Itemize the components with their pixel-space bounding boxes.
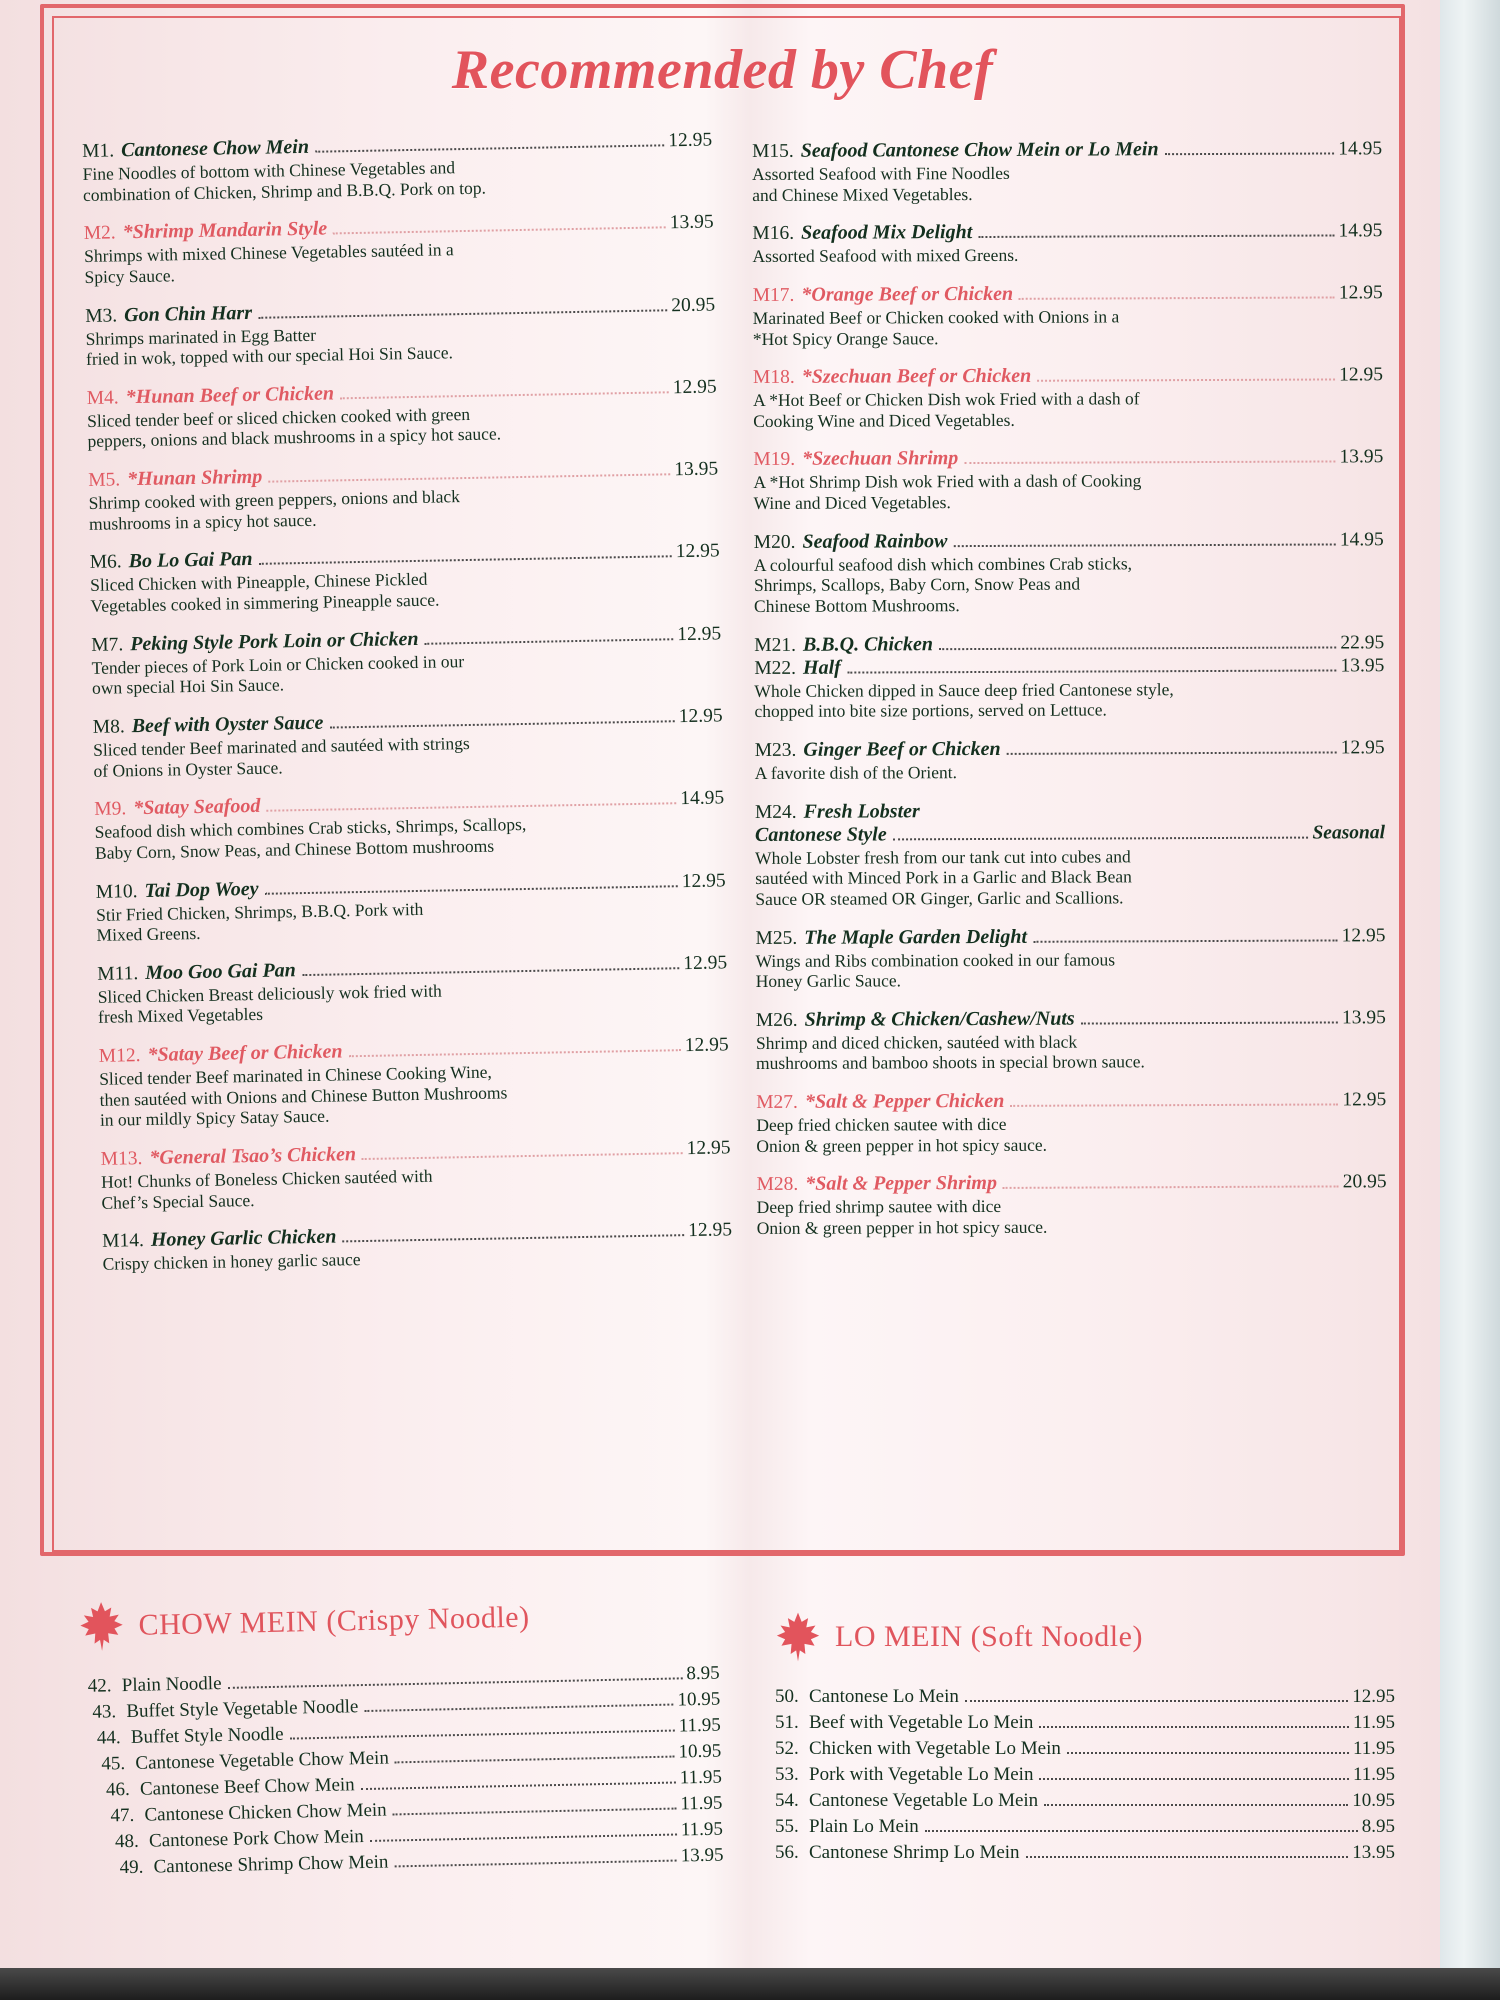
lo-mein-title: LO MEIN (Soft Noodle) bbox=[835, 1620, 1143, 1653]
dot-leader bbox=[370, 1833, 677, 1842]
menu-item-price: 12.95 bbox=[1338, 282, 1383, 304]
list-item-price: 11.95 bbox=[678, 1714, 721, 1737]
dot-leader bbox=[395, 1755, 675, 1764]
menu-item-name: *General Tsao’s Chicken bbox=[149, 1143, 357, 1169]
menu-item bbox=[756, 1006, 1386, 1074]
menu-item-price: 12.95 bbox=[681, 869, 726, 892]
menu-item bbox=[754, 654, 1384, 722]
menu-item-price: 12.95 bbox=[677, 623, 722, 645]
menu-item-name: *Hunan Shrimp bbox=[126, 465, 263, 491]
list-item-price: 8.95 bbox=[686, 1662, 720, 1685]
menu-item-name: Peking Style Pork Loin or Chicken bbox=[130, 627, 419, 655]
menu-item-price: 12.95 bbox=[1339, 364, 1384, 386]
menu-item-price: 12.95 bbox=[668, 129, 713, 152]
list-item-number: 44. bbox=[96, 1727, 121, 1749]
list-item-price: 11.95 bbox=[1352, 1712, 1395, 1733]
menu-item-price: 13.95 bbox=[1340, 654, 1385, 677]
menu-item-name: *Shrimp Mandarin Style bbox=[122, 217, 328, 244]
menu-item-name: Moo Goo Gai Pan bbox=[145, 959, 297, 984]
menu-item bbox=[755, 736, 1385, 783]
menu-item-name: *Satay Seafood bbox=[133, 795, 261, 820]
menu-item bbox=[96, 869, 727, 946]
menu-item-code: M23. bbox=[754, 739, 797, 761]
menu-item-row bbox=[757, 1171, 1387, 1197]
menu-item-code: M6. bbox=[89, 551, 122, 574]
menu-item-name: Beef with Oyster Sauce bbox=[131, 711, 324, 738]
menu-item bbox=[753, 281, 1383, 349]
menu-item-code: M7. bbox=[91, 634, 124, 656]
menu-item bbox=[752, 137, 1382, 205]
menu-item bbox=[91, 622, 722, 699]
list-item-price: 11.95 bbox=[680, 1818, 724, 1841]
list-item bbox=[775, 1842, 1395, 1864]
menu-item-name: Half bbox=[802, 656, 841, 679]
menu-item bbox=[93, 704, 724, 781]
menu-item-name: *Szechuan Beef or Chicken bbox=[801, 364, 1032, 388]
menu-item bbox=[756, 1088, 1386, 1156]
dot-leader bbox=[333, 226, 666, 235]
menu-item bbox=[85, 293, 716, 370]
list-item-name: Cantonese Pork Chow Mein bbox=[148, 1826, 365, 1852]
list-item bbox=[775, 1790, 1395, 1812]
menu-column-right bbox=[752, 137, 1387, 1255]
menu-item-code: M12. bbox=[98, 1045, 141, 1067]
menu-item-description: Crispy chicken in honey garlic sauce bbox=[102, 1249, 361, 1275]
dot-leader bbox=[939, 645, 1336, 650]
page-title: Recommended by Chef bbox=[451, 39, 994, 101]
menu-item-description: Whole Chicken dipped in Sauce deep fried Cantonese style, chopped into bite size portions, served on Lettuce. bbox=[754, 678, 1174, 722]
menu-item-description: A *Hot Shrimp Dish wok Fried with a dash of Cooking Wine and Diced Vegetables. bbox=[753, 470, 1142, 514]
dot-leader bbox=[1019, 295, 1335, 299]
menu-item-code: M8. bbox=[92, 716, 125, 738]
menu-item-name: Gon Chin Harr bbox=[123, 301, 253, 326]
menu-item-code: M10. bbox=[95, 880, 138, 903]
menu-item-price: 12.95 bbox=[688, 1219, 733, 1242]
menu-item-row bbox=[756, 1006, 1386, 1032]
menu-item-description: Shrimps with mixed Chinese Vegetables sautéed in a Spicy Sauce. bbox=[83, 239, 454, 287]
menu-item-name-line2: Cantonese Style bbox=[754, 823, 887, 846]
menu-item-code: M9. bbox=[94, 798, 127, 821]
dot-leader bbox=[290, 1729, 675, 1740]
menu-item bbox=[90, 540, 721, 617]
list-item-price: 10.95 bbox=[1352, 1790, 1395, 1811]
dot-leader bbox=[964, 460, 1335, 465]
list-item-name: Buffet Style Vegetable Noodle bbox=[126, 1696, 359, 1723]
menu-item bbox=[753, 446, 1383, 514]
list-item-number: 52. bbox=[775, 1738, 799, 1759]
dot-leader bbox=[329, 719, 674, 728]
menu-item-row bbox=[756, 1088, 1386, 1114]
dot-leader bbox=[978, 234, 1334, 239]
dot-leader bbox=[1067, 1751, 1349, 1754]
menu-item-price: 22.95 bbox=[1340, 631, 1385, 654]
dot-leader bbox=[349, 1048, 681, 1057]
menu-item-description: Shrimp and diced chicken, sautéed with black mushrooms and bamboo shoots in special brown sauce. bbox=[755, 1031, 1145, 1074]
menu-item-name: Tai Dop Woey bbox=[144, 877, 259, 902]
list-item-name: Cantonese Beef Chow Mein bbox=[139, 1774, 355, 1800]
dot-leader bbox=[258, 308, 667, 319]
menu-item-name: Seafood Rainbow bbox=[802, 529, 948, 553]
list-item-number: 45. bbox=[101, 1753, 126, 1775]
list-item-name: Buffet Style Noodle bbox=[130, 1723, 284, 1748]
list-item-name: Pork with Vegetable Lo Mein bbox=[809, 1764, 1034, 1785]
dot-leader bbox=[394, 1859, 676, 1868]
menu-item-description: A *Hot Beef or Chicken Dish wok Fried with a dash of Cooking Wine and Diced Vegetables. bbox=[753, 388, 1140, 431]
menu-item-price: 20.95 bbox=[1342, 1171, 1387, 1193]
menu-item-name: *Salt & Pepper Shrimp bbox=[805, 1172, 998, 1196]
list-item-number: 47. bbox=[110, 1804, 135, 1827]
menu-item-description: Sliced Chicken with Pineapple, Chinese Pickled Vegetables cooked in simmering Pineapple sauce. bbox=[89, 569, 440, 616]
menu-item-row bbox=[755, 798, 1385, 824]
dot-leader bbox=[1007, 750, 1337, 754]
list-item-price: 11.95 bbox=[680, 1792, 723, 1815]
dot-leader bbox=[847, 668, 1337, 673]
dot-leader bbox=[925, 1829, 1358, 1832]
menu-item-price: 12.95 bbox=[683, 952, 728, 974]
menu-item-code: M18. bbox=[752, 367, 795, 389]
list-item-name: Cantonese Chicken Chow Mein bbox=[144, 1799, 387, 1826]
dot-leader bbox=[340, 390, 669, 399]
menu-item-description: Tender pieces of Pork Loin or Chicken cooked in our own special Hoi Sin Sauce. bbox=[91, 650, 465, 699]
list-item-name: Cantonese Lo Mein bbox=[809, 1686, 959, 1707]
menu-item-description: Sliced tender beef or sliced chicken cooked with green peppers, onions and black mushrooms in a spicy hot sauce. bbox=[86, 403, 502, 452]
menu-item-price: 14.95 bbox=[1339, 529, 1384, 551]
list-item-price: 10.95 bbox=[678, 1740, 722, 1763]
menu-item bbox=[753, 363, 1383, 431]
menu-item-code: M16. bbox=[752, 223, 795, 245]
menu-item-description: Sliced Chicken Breast deliciously wok fried with fresh Mixed Vegetables bbox=[97, 980, 442, 1028]
menu-item-price: Seasonal bbox=[1312, 821, 1386, 844]
list-item bbox=[775, 1686, 1395, 1708]
menu-item-description: Sliced tender Beef marinated in Chinese Cooking Wine, then sautéed with Onions and Chinese Button Mushrooms in our mildly Spicy Satay Sauce. bbox=[99, 1061, 508, 1131]
menu-item-code: M27. bbox=[756, 1091, 798, 1114]
menu-item-code: M26. bbox=[755, 1009, 798, 1031]
menu-item-name: Ginger Beef or Chicken bbox=[803, 737, 1001, 761]
menu-item-code: M3. bbox=[85, 304, 118, 327]
list-item-number: 50. bbox=[775, 1686, 799, 1707]
dot-leader bbox=[265, 884, 678, 895]
dot-leader bbox=[1033, 938, 1338, 942]
dot-leader bbox=[266, 801, 676, 812]
list-item-number: 49. bbox=[119, 1856, 144, 1879]
list-item bbox=[775, 1816, 1395, 1838]
menu-item-name: *Satay Beef or Chicken bbox=[147, 1040, 343, 1067]
chow-mein-title: CHOW MEIN (Crispy Noodle) bbox=[138, 1600, 530, 1642]
list-item-name: Plain Lo Mein bbox=[809, 1816, 919, 1837]
menu-item-price: 14.95 bbox=[680, 787, 725, 810]
menu-item-description: Fine Noodles of bottom with Chinese Vegetables and combination of Chicken, Shrimp and B.B.Q. Pork on top. bbox=[82, 157, 487, 205]
list-item-number: 48. bbox=[114, 1830, 140, 1853]
dot-leader bbox=[1003, 1185, 1339, 1189]
menu-item-code: M4. bbox=[86, 387, 119, 409]
list-item-price: 8.95 bbox=[1361, 1816, 1395, 1837]
menu-item-description: Assorted Seafood with Fine Noodles and Chinese Mixed Vegetables. bbox=[752, 162, 1010, 205]
dot-leader bbox=[965, 1699, 1348, 1702]
lo-mein-list bbox=[775, 1686, 1395, 1864]
menu-item-row bbox=[753, 281, 1383, 307]
menu-item-name: *Salt & Pepper Chicken bbox=[804, 1090, 1005, 1113]
menu-item-description: Stir Fried Chicken, Shrimps, B.B.Q. Pork with Mixed Greens. bbox=[96, 898, 424, 946]
dot-leader bbox=[1044, 1803, 1348, 1806]
dot-leader bbox=[361, 1781, 676, 1791]
menu-item-price: 12.95 bbox=[1341, 924, 1386, 946]
menu-item-row bbox=[752, 220, 1382, 246]
maple-leaf-icon bbox=[78, 1599, 125, 1654]
menu-item-price: 12.95 bbox=[1342, 1089, 1387, 1111]
menu-item-code: M28. bbox=[756, 1174, 799, 1196]
menu-item bbox=[755, 798, 1385, 910]
menu-item-code: M21. bbox=[754, 634, 796, 656]
menu-item-price: 12.95 bbox=[675, 540, 720, 563]
menu-item-description: Hot! Chunks of Boneless Chicken sautéed with Chef’s Special Sauce. bbox=[100, 1165, 433, 1213]
dot-leader bbox=[893, 835, 1309, 840]
menu-item-code: M20. bbox=[753, 531, 796, 553]
menu-item-name: Honey Garlic Chicken bbox=[150, 1225, 337, 1252]
menu-item-name: *Hunan Beef or Chicken bbox=[125, 382, 335, 409]
chow-mein-list bbox=[88, 1663, 724, 1880]
menu-item bbox=[84, 211, 715, 288]
menu-item bbox=[94, 787, 725, 864]
dot-leader bbox=[393, 1807, 677, 1816]
menu-item-code: M22. bbox=[754, 657, 797, 679]
menu-item-price: 13.95 bbox=[1339, 446, 1384, 468]
menu-item bbox=[97, 951, 728, 1028]
menu-item-row bbox=[754, 654, 1384, 680]
menu-item bbox=[102, 1219, 733, 1275]
menu-item bbox=[757, 1171, 1387, 1239]
menu-item-code: M14. bbox=[101, 1230, 145, 1253]
dot-leader bbox=[425, 637, 674, 645]
menu-item bbox=[87, 375, 718, 452]
menu-item-price: 12.95 bbox=[678, 705, 723, 728]
menu-item-price: 13.95 bbox=[669, 211, 714, 234]
menu-item-name: *Orange Beef or Chicken bbox=[801, 282, 1014, 306]
menu-item-price: 14.95 bbox=[1338, 138, 1383, 160]
menu-item-name: Shrimp & Chicken/Cashew/Nuts bbox=[804, 1007, 1075, 1031]
menu-column-left bbox=[82, 128, 733, 1291]
list-item-number: 56. bbox=[775, 1842, 799, 1863]
list-item-price: 12.95 bbox=[1352, 1686, 1395, 1707]
menu-item-name: Seafood Cantonese Chow Mein or Lo Mein bbox=[800, 138, 1159, 162]
list-item-name: Cantonese Shrimp Chow Mein bbox=[153, 1851, 389, 1878]
list-item-number: 43. bbox=[92, 1701, 117, 1723]
menu-item-description: Marinated Beef or Chicken cooked with Onions in a *Hot Spicy Orange Sauce. bbox=[752, 306, 1120, 349]
menu-item-row bbox=[755, 736, 1385, 762]
menu-item-row bbox=[754, 631, 1384, 657]
list-item-name: Cantonese Vegetable Chow Mein bbox=[135, 1747, 390, 1774]
menu-item-description: Deep fried shrimp sautee with dice Onion & green pepper in hot spicy sauce. bbox=[756, 1196, 1048, 1239]
list-item-price: 11.95 bbox=[1352, 1738, 1395, 1759]
menu-item-description: Sliced tender Beef marinated and sautéed with strings of Onions in Oyster Sauce. bbox=[92, 732, 470, 781]
dot-leader bbox=[1039, 1777, 1349, 1780]
menu-item-row-continued bbox=[755, 821, 1385, 847]
menu-item-description: A favorite dish of the Orient. bbox=[754, 762, 957, 783]
list-item-price: 10.95 bbox=[677, 1688, 721, 1711]
menu-item bbox=[752, 220, 1382, 267]
dot-leader bbox=[302, 966, 680, 976]
scan-edge-strip bbox=[0, 1968, 1500, 2000]
list-item-price: 11.95 bbox=[679, 1766, 723, 1789]
menu-item-description: Shrimp cooked with green peppers, onions and black mushrooms in a spicy hot sauce. bbox=[88, 486, 461, 534]
menu-item-description: Deep fried chicken sautee with dice Onion & green pepper in hot spicy sauce. bbox=[756, 1113, 1048, 1156]
list-item-number: 53. bbox=[775, 1764, 799, 1785]
dot-leader bbox=[1037, 378, 1335, 382]
menu-item-row bbox=[755, 924, 1385, 950]
menu-item-code: M24. bbox=[754, 801, 797, 823]
dot-leader bbox=[268, 472, 670, 482]
menu-item-code: M1. bbox=[82, 140, 115, 162]
menu-item-price: 13.95 bbox=[1341, 1007, 1386, 1029]
list-item-number: 55. bbox=[775, 1816, 799, 1837]
menu-item-name: Fresh Lobster bbox=[803, 799, 920, 823]
menu-item-name: Cantonese Chow Mein bbox=[120, 135, 310, 162]
menu-item-price: 12.95 bbox=[1340, 737, 1385, 759]
dot-leader bbox=[954, 542, 1336, 547]
list-item-name: Plain Noodle bbox=[121, 1673, 222, 1697]
menu-item bbox=[755, 924, 1385, 992]
menu-item-price: 12.95 bbox=[672, 376, 717, 399]
menu-item-name: *Szechuan Shrimp bbox=[802, 447, 959, 471]
list-item bbox=[775, 1764, 1395, 1786]
menu-item bbox=[754, 631, 1384, 657]
menu-item-code: M5. bbox=[88, 469, 121, 492]
list-item-name: Cantonese Shrimp Lo Mein bbox=[809, 1842, 1020, 1863]
list-item-price: 11.95 bbox=[1352, 1764, 1395, 1785]
menu-item-code: M2. bbox=[83, 222, 116, 245]
menu-item bbox=[754, 528, 1384, 617]
menu-item-code: M17. bbox=[752, 284, 795, 306]
lo-mein-section bbox=[775, 1610, 1395, 1868]
chow-mein-section bbox=[78, 1587, 724, 1884]
menu-item-price: 20.95 bbox=[671, 293, 716, 316]
menu-item-code: M11. bbox=[97, 962, 139, 985]
menu-item-row bbox=[753, 363, 1383, 389]
menu-item-description: Whole Lobster fresh from our tank cut into cubes and sautéed with Minced Pork in a Garlic and Black Bean Sauce OR steamed OR Ginger, Garlic and Scallions. bbox=[755, 845, 1132, 909]
menu-item bbox=[99, 1033, 730, 1130]
list-item-price: 13.95 bbox=[680, 1844, 724, 1867]
menu-item-description: Wings and Ribs combination cooked in our famous Honey Garlic Sauce. bbox=[755, 948, 1116, 992]
menu-item-description: A colourful seafood dish which combines Crab sticks, Shrimps, Scallops, Baby Corn, Snow Peas and Chinese Bottom Mushrooms. bbox=[753, 553, 1133, 617]
menu-item-code: M19. bbox=[753, 449, 796, 471]
dot-leader bbox=[1081, 1020, 1338, 1024]
dot-leader bbox=[259, 555, 672, 566]
dot-leader bbox=[1039, 1725, 1349, 1728]
dot-leader bbox=[362, 1151, 683, 1160]
menu-item bbox=[100, 1136, 731, 1213]
list-item-name: Beef with Vegetable Lo Mein bbox=[809, 1712, 1034, 1733]
dot-leader bbox=[1026, 1855, 1349, 1858]
menu-item-price: 12.95 bbox=[684, 1034, 729, 1057]
menu-item bbox=[88, 458, 719, 535]
menu-item-name: B.B.Q. Chicken bbox=[802, 632, 933, 656]
menu-item-description: Assorted Seafood with mixed Greens. bbox=[752, 245, 1019, 267]
menu-item-description: Shrimps marinated in Egg Batter fried in wok, topped with our special Hoi Sin Sauce. bbox=[85, 324, 454, 370]
menu-item bbox=[82, 128, 713, 205]
list-item bbox=[775, 1738, 1395, 1760]
menu-item-name: Bo Lo Gai Pan bbox=[128, 548, 253, 573]
dot-leader bbox=[364, 1703, 673, 1712]
dot-leader bbox=[342, 1233, 684, 1242]
menu-item-name: The Maple Garden Delight bbox=[804, 925, 1028, 949]
bottom-sections bbox=[0, 1600, 1500, 2000]
list-item-number: 51. bbox=[775, 1712, 799, 1733]
menu-item-name: Seafood Mix Delight bbox=[801, 221, 973, 245]
list-item-name: Chicken with Vegetable Lo Mein bbox=[809, 1738, 1061, 1759]
menu-item-code: M13. bbox=[100, 1148, 143, 1170]
menu-item-row bbox=[753, 446, 1383, 472]
list-item-name: Cantonese Vegetable Lo Mein bbox=[809, 1790, 1039, 1811]
lo-mein-header bbox=[775, 1610, 1395, 1664]
menu-item-code: M15. bbox=[752, 140, 794, 162]
dot-leader bbox=[315, 143, 664, 152]
dot-leader bbox=[228, 1676, 683, 1689]
maple-leaf-icon bbox=[775, 1610, 821, 1664]
menu-item-row bbox=[752, 137, 1382, 163]
menu-item-price: 12.95 bbox=[686, 1137, 731, 1160]
list-item-number: 54. bbox=[775, 1790, 799, 1811]
menu-item-row bbox=[754, 528, 1384, 554]
menu-item-code: M25. bbox=[755, 927, 798, 949]
menu-item-price: 14.95 bbox=[1338, 220, 1383, 242]
list-item bbox=[775, 1712, 1395, 1734]
list-item-number: 46. bbox=[105, 1778, 130, 1801]
list-item-price: 13.95 bbox=[1352, 1842, 1395, 1863]
dot-leader bbox=[1010, 1103, 1338, 1107]
menu-item-price: 13.95 bbox=[674, 458, 719, 481]
dot-leader bbox=[1165, 151, 1335, 155]
list-item-number: 42. bbox=[87, 1675, 112, 1697]
menu-item-description: Seafood dish which combines Crab sticks, Shrimps, Scallops, Baby Corn, Snow Peas, and Chinese Bottom mushrooms bbox=[94, 814, 527, 863]
